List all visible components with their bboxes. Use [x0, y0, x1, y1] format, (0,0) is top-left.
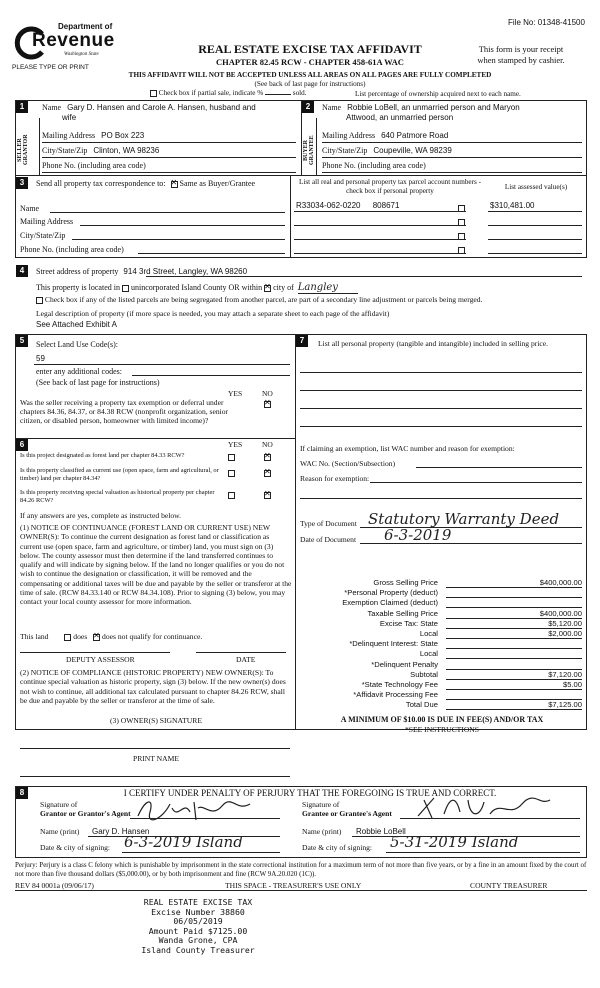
stamp-line-4: Amount Paid $7125.00 [148, 925, 248, 936]
does-label: does [73, 632, 88, 641]
s5-yes-header: YES [228, 389, 243, 398]
totals-row-value[interactable] [446, 690, 582, 700]
form-revision: REV 84 0001a (09/06/17) [15, 881, 94, 890]
totals-row-label: Subtotal [410, 669, 438, 679]
totals-row-value[interactable]: $7,120.00 [446, 670, 582, 680]
minimum-fee-note: A MINIMUM OF $10.00 IS DUE IN FEE(S) AND/OR TAX [340, 715, 544, 724]
section-1-number: 1 [16, 101, 28, 113]
parcel-line-2 [294, 225, 466, 226]
if-yes-note: If any answers are yes, complete as instructed below. [20, 511, 182, 520]
forest-yes-checkbox[interactable] [228, 452, 235, 461]
current-use-yes-checkbox[interactable] [228, 468, 235, 477]
personal-prop-line-2[interactable] [300, 390, 582, 391]
date-of-document-line [360, 543, 582, 544]
corr-phone-label: Phone No. (including area code) [20, 245, 124, 254]
seller-name-label: Name [42, 103, 62, 112]
form-subtitle: CHAPTER 82.45 RCW - CHAPTER 458-61A WAC [216, 57, 404, 67]
see-instructions-note: *SEE INSTRUCTIONS [404, 725, 480, 734]
treasurer-use-label: THIS SPACE - TREASURER'S USE ONLY [225, 881, 362, 890]
grantor-date-line [122, 852, 280, 853]
seller-phone-label: Phone No. (including area code) [42, 161, 146, 170]
totals-row-value[interactable]: $7,125.00 [446, 700, 582, 710]
grantee-sig-label-1: Signature of [302, 800, 340, 809]
segregated-label: Check box if any of the listed parcels are being segregated from another parcel, are part of a secondary line adjustment or parcels being merged. [44, 295, 483, 304]
sold-label: sold. [292, 89, 307, 97]
land-use-line [34, 364, 290, 365]
partial-sale [150, 89, 307, 97]
deputy-assessor-label: DEPUTY ASSESSOR [66, 655, 135, 664]
corr-mailing-line[interactable] [80, 225, 285, 226]
totals-row-value[interactable]: $400,000.00 [446, 609, 582, 619]
within-city-checkbox[interactable] [264, 285, 271, 292]
correspondence-label: Send all property tax correspondence to: [36, 179, 166, 188]
buyer-mailing-label: Mailing Address [322, 131, 376, 140]
street-line [146, 276, 582, 277]
does-not-checkbox[interactable] [93, 634, 100, 641]
parcel-code[interactable]: 808671 [372, 201, 400, 210]
assessed-line-2 [488, 225, 582, 226]
historic-question: Is this property receiving special valuation as historical property per chapter 84.26 RCW? [20, 489, 215, 504]
does-checkbox[interactable] [64, 634, 71, 641]
personal-prop-line-3[interactable] [300, 408, 582, 409]
legal-desc-value[interactable]: See Attached Exhibit A [36, 320, 117, 329]
legal-desc-label: Legal description of property (if more space is needed, you may attach a separate sheet to each page of the affidavit) [36, 309, 390, 318]
corr-city-label: City/State/Zip [20, 231, 66, 240]
totals-row-value[interactable]: $5.00 [446, 680, 582, 690]
seller-mailing-row [42, 131, 296, 140]
personal-prop-line-4[interactable] [300, 426, 582, 427]
personal-prop-checkbox-1[interactable] [458, 203, 465, 212]
buyer-city-label: City/State/Zip [322, 146, 368, 155]
seller-name-value[interactable]: Gary D. Hansen and Carole A. Hansen, husband and [67, 103, 256, 112]
section-8-number: 8 [16, 787, 28, 799]
totals-row [300, 700, 584, 710]
totals-row-label: Taxable Selling Price [367, 608, 438, 618]
totals-row [300, 619, 584, 629]
section-3-number: 3 [16, 177, 28, 189]
wac-label: WAC No. (Section/Subsection) [300, 459, 396, 468]
seller-city-line [42, 157, 296, 158]
totals-row [300, 649, 584, 659]
seller-exemption-question: Was the seller receiving a property tax exemption or deferral under chapters 84.36, 84.37, or 84.38 RCW (nonprofit organization, senior citizen, or disabled person, homeowner with limited income)? [20, 398, 229, 425]
assessed-value[interactable]: $310,481.00 [490, 201, 535, 210]
grantee-date-line [386, 852, 580, 853]
assessed-line-4 [488, 253, 582, 254]
logo-dept: Department of [58, 22, 113, 31]
assessed-line-3 [488, 239, 582, 240]
assessed-line-1 [488, 211, 582, 212]
totals-row [300, 629, 584, 639]
located-row [36, 282, 358, 294]
grantor-sig-label-1: Signature of [40, 800, 78, 809]
totals-row-label: Local [419, 649, 438, 659]
totals-row-value[interactable] [446, 649, 582, 659]
seller-exemption-no-checkbox[interactable] [264, 399, 271, 408]
receipt-note-2: when stamped by cashier. [477, 55, 565, 65]
parcel-number[interactable]: R33034-062-0220 [296, 201, 361, 210]
located-text-1: This property is located in [36, 283, 120, 292]
totals-row-value[interactable]: $2,000.00 [446, 629, 582, 639]
seller-city-label: City/State/Zip [42, 146, 88, 155]
s6-yes-header: YES [228, 440, 243, 449]
totals-table [300, 578, 584, 710]
footer-rule [15, 890, 587, 891]
assessed-header: List assessed value(s) [504, 183, 568, 191]
parcel-row-1 [296, 201, 399, 210]
print-name-line[interactable] [20, 776, 290, 777]
totals-row-value[interactable] [446, 598, 582, 608]
seller-city-row [42, 146, 159, 155]
buyer-city-value[interactable]: Coupeville, WA 98239 [373, 146, 452, 155]
reason-label: Reason for exemption: [300, 474, 370, 483]
qualify-label: qualify for continuance. [129, 632, 203, 641]
corr-name-label: Name [20, 204, 40, 213]
section-4-number: 4 [16, 265, 28, 277]
seller-mailing-value[interactable]: PO Box 223 [101, 131, 145, 140]
city-handwritten[interactable]: Langley [298, 282, 358, 294]
street-value[interactable]: 914 3rd Street, Langley, WA 98260 [123, 267, 248, 276]
street-row [36, 267, 247, 276]
parcel-line-3 [294, 239, 466, 240]
reason-line-1[interactable] [370, 482, 582, 483]
buyer-name-line2[interactable]: Attwood, an unmarried person [346, 113, 454, 122]
section-6-rule [15, 438, 296, 439]
does-not-label: does not [102, 632, 128, 641]
buyer-side-label: BUYER GRANTEE [303, 135, 315, 165]
same-as-buyer-checkbox[interactable] [171, 181, 178, 188]
corr-name-line[interactable] [50, 212, 285, 213]
parcel-header: List all real and personal property tax parcel account numbers - check box if personal property [298, 178, 481, 195]
current-use-no-checkbox[interactable] [264, 468, 271, 477]
totals-row-label: Exemption Claimed (deduct) [342, 598, 438, 608]
date-of-document-value[interactable]: 6-3-2019 [384, 526, 452, 544]
additional-codes-line[interactable] [132, 375, 290, 376]
totals-row [300, 680, 584, 690]
buyer-phone-line [322, 172, 582, 173]
totals-row [300, 670, 584, 680]
grantor-signature[interactable] [132, 794, 262, 824]
forest-land-question: Is this project designated as forest land per chapter 84.33 RCW? [20, 452, 185, 459]
s5-no-header: NO [262, 389, 273, 398]
county-treasurer-label: COUNTY TREASURER [470, 881, 548, 890]
stamp-line-6: Island County Treasurer [141, 944, 255, 955]
section-6-number: 6 [16, 439, 28, 451]
seller-mailing-label: Mailing Address [42, 131, 96, 140]
grantee-sig-line [400, 818, 580, 819]
correspondence-row [36, 179, 255, 188]
historic-yes-checkbox[interactable] [228, 490, 235, 499]
totals-row-label: *Affidavit Processing Fee [353, 690, 438, 700]
section-7-number: 7 [296, 335, 308, 347]
owner-signature-label: (3) OWNER(S) SIGNATURE [110, 716, 202, 725]
partial-sale-pct-field[interactable] [265, 94, 291, 95]
totals-row-label: Local [419, 628, 438, 638]
totals-row-label: Excise Tax: State [379, 618, 438, 628]
parcel-line-1 [294, 211, 466, 212]
buyer-city-row [322, 146, 452, 155]
seller-phone-line [42, 172, 296, 173]
totals-row-label: Gross Selling Price [373, 578, 438, 587]
qualify-row [20, 632, 202, 641]
revenue-logo [12, 22, 124, 64]
grantor-name-value[interactable]: Gary D. Hansen [92, 827, 150, 836]
parcel-line-4 [294, 253, 466, 254]
this-land-label: This land [20, 632, 49, 641]
grantee-agent-label: Grantee or Grantee's Agent [302, 809, 392, 818]
totals-row [300, 639, 584, 649]
personal-prop-checkbox-4[interactable] [458, 245, 465, 254]
same-as-buyer-label: Same as Buyer/Grantee [179, 179, 256, 188]
stamp-line-1: REAL ESTATE EXCISE TAX [143, 897, 253, 907]
section-2-number: 2 [302, 101, 314, 113]
totals-row [300, 598, 584, 608]
receipt-note-1: This form is your receipt [478, 44, 564, 54]
totals-row-label: *Personal Property (deduct) [344, 588, 438, 598]
totals-row-value[interactable] [446, 588, 582, 598]
totals-row [300, 609, 584, 619]
buyer-city-line [322, 157, 582, 158]
exemption-label: If claiming an exemption, list WAC number and reason for exemption: [300, 444, 515, 453]
type-of-document-label: Type of Document [300, 519, 357, 528]
type-of-document-value[interactable]: Statutory Warranty Deed [368, 510, 560, 528]
seller-name-row [42, 103, 256, 112]
see-back-top: (See back of last page for instructions) [254, 80, 366, 88]
deputy-date-line[interactable] [196, 652, 286, 653]
grantor-agent-label: Grantor or Grantor's Agent [40, 809, 131, 818]
grantor-name-print-label: Name (print) [40, 827, 80, 836]
land-use-see-back: (See back of last page for instructions) [36, 378, 160, 387]
additional-codes-label: enter any additional codes: [36, 367, 122, 376]
deputy-sig-line[interactable] [20, 652, 170, 653]
treasurer-stamp [128, 898, 268, 956]
seller-city-value[interactable]: Clinton, WA 98236 [93, 146, 160, 155]
sections-5-7-divider [295, 334, 296, 730]
stamp-line-2: Excise Number 38860 [151, 906, 245, 917]
personal-property-label: List all personal property (tangible and intangible) included in selling price. [318, 339, 549, 348]
buyer-name-row [322, 103, 520, 112]
notice-of-compliance: (2) NOTICE OF COMPLIANCE (HISTORIC PROPERTY) NEW OWNER(S): To continue special valuation as historic property, sign (3) below. If the new owner(s) does not wish to continue, all additional tax calculated pursuant to chapter 84.26 RCW, shall be due and payable by the seller or transferor at the time of sale. [20, 668, 286, 705]
buyer-phone-label: Phone No. (including area code) [322, 161, 426, 170]
notice-of-continuance: (1) NOTICE OF CONTINUANCE (FOREST LAND OR CURRENT USE) NEW OWNER(S): To continue the current designation as forest land or classification as current use (open space, farm and agriculture, or timber) land, you must sign on (3) below. The county assessor must then determine if the land transferred continues to qualify and will indicate by signing below. If the land no longer qualifies or you do not wish to continue the designation or classification, it will be removed and the compensating or additional taxes will be due and payable by the seller or transferor at the time of sale. (RCW 84.33.140 or RCW 84.34.108). Prior to signing (3) below, you may contact your local county assessor for more information. [20, 523, 292, 607]
grantor-date-value[interactable]: 6-3-2019 Island [124, 833, 243, 851]
buyer-name-value[interactable]: Robbie LoBell, an unmarried person and Maryon [347, 103, 520, 112]
totals-row-value[interactable]: $400,000.00 [446, 578, 582, 588]
segregated-checkbox[interactable] [36, 297, 43, 304]
seller-side-label: SELLER GRANTOR [17, 134, 29, 166]
section-5-number: 5 [16, 335, 28, 347]
section-3-divider [290, 176, 291, 258]
seller-mailing-line [42, 142, 296, 143]
file-number: File No: 01348-41500 [508, 18, 585, 27]
s6-no-header: NO [262, 440, 273, 449]
totals-row [300, 690, 584, 700]
street-label: Street address of property [36, 267, 119, 276]
personal-prop-checkbox-3[interactable] [458, 231, 465, 240]
grantee-name-value[interactable]: Robbie LoBell [356, 827, 406, 836]
totals-row-label: *State Technology Fee [361, 679, 438, 689]
stamp-line-3: 06/05/2019 [173, 916, 223, 927]
print-name-label: PRINT NAME [132, 754, 180, 763]
stamp-line-5: Wanda Grone, CPA [158, 935, 238, 946]
seller-name-line2[interactable]: wife [62, 113, 77, 122]
grantee-date-value[interactable]: 5-31-2019 Island [390, 833, 519, 851]
grantee-signature[interactable] [410, 792, 560, 824]
reason-line-2[interactable] [300, 498, 582, 499]
totals-row-value[interactable]: $5,120.00 [446, 619, 582, 629]
corr-phone-line[interactable] [138, 253, 285, 254]
grantor-sig-line [130, 818, 280, 819]
personal-prop-line-1[interactable] [300, 372, 582, 373]
grantee-name-print-label: Name (print) [302, 827, 342, 836]
corr-mailing-label: Mailing Address [20, 217, 74, 226]
owner-sig-line[interactable] [20, 748, 290, 749]
date-of-document-label: Date of Document [300, 535, 357, 544]
totals-row [300, 660, 584, 670]
buyer-mailing-row [322, 131, 448, 140]
totals-row-value[interactable] [446, 639, 582, 649]
grantee-date-label: Date & city of signing: [302, 843, 373, 852]
totals-row [300, 578, 584, 588]
totals-row-label: *Delinquent Interest: State [349, 639, 438, 649]
partial-sale-checkbox[interactable] [150, 90, 157, 97]
buyer-mailing-value[interactable]: 640 Patmore Road [381, 131, 449, 140]
current-use-question: Is this property classified as current use (open space, farm and agricultural, or timber) land per chapter 84.34? [20, 467, 219, 482]
totals-row-label: *Delinquent Penalty [371, 659, 438, 669]
segregated-row [36, 295, 483, 304]
totals-row-value[interactable] [446, 660, 582, 670]
form-title: REAL ESTATE EXCISE TAX AFFIDAVIT [198, 42, 422, 56]
historic-no-checkbox[interactable] [264, 490, 271, 499]
buyer-mailing-line [322, 142, 582, 143]
type-or-print: PLEASE TYPE OR PRINT [12, 64, 89, 71]
perjury-notice: Perjury: Perjury is a class C felony which is punishable by imprisonment in the state correctional institution for a maximum term of not more than five years, or by a fine in an amount fixed by the court of not more than five thousand dollars ($5,000.00), or by both imprisonment and fine (RCW 9A.20.020 (1C)). [15, 861, 587, 878]
logo-name: Revenue [32, 30, 115, 51]
warning-text: THIS AFFIDAVIT WILL NOT BE ACCEPTED UNLESS ALL AREAS ON ALL PAGES ARE FULLY COMPLETED [128, 71, 492, 79]
wac-line[interactable] [416, 467, 582, 468]
corr-city-line[interactable] [72, 239, 285, 240]
seller-side-rule [30, 118, 40, 176]
buyer-side-rule [316, 118, 317, 176]
buyer-name-label: Name [322, 103, 342, 112]
list-pct-note: List percentage of ownership acquired next to each name. [355, 90, 521, 98]
located-text-3: city of [273, 283, 294, 292]
personal-prop-checkbox-2[interactable] [458, 217, 465, 226]
totals-row-label: Total Due [405, 700, 438, 710]
unincorporated-checkbox[interactable] [122, 285, 129, 292]
located-text-2: unincorporated Island County OR within [130, 283, 263, 292]
certify-statement: I CERTIFY UNDER PENALTY OF PERJURY THAT THE FOREGOING IS TRUE AND CORRECT. [123, 788, 497, 798]
forest-no-checkbox[interactable] [264, 452, 271, 461]
partial-sale-label: Check box if partial sale, indicate % [158, 89, 264, 97]
deputy-date-label: DATE [236, 655, 256, 664]
land-use-value[interactable]: 59 [36, 354, 45, 363]
logo-state: Washington State [64, 52, 99, 57]
totals-row [300, 588, 584, 598]
grantor-date-label: Date & city of signing: [40, 843, 111, 852]
land-use-label: Select Land Use Code(s): [36, 340, 118, 349]
